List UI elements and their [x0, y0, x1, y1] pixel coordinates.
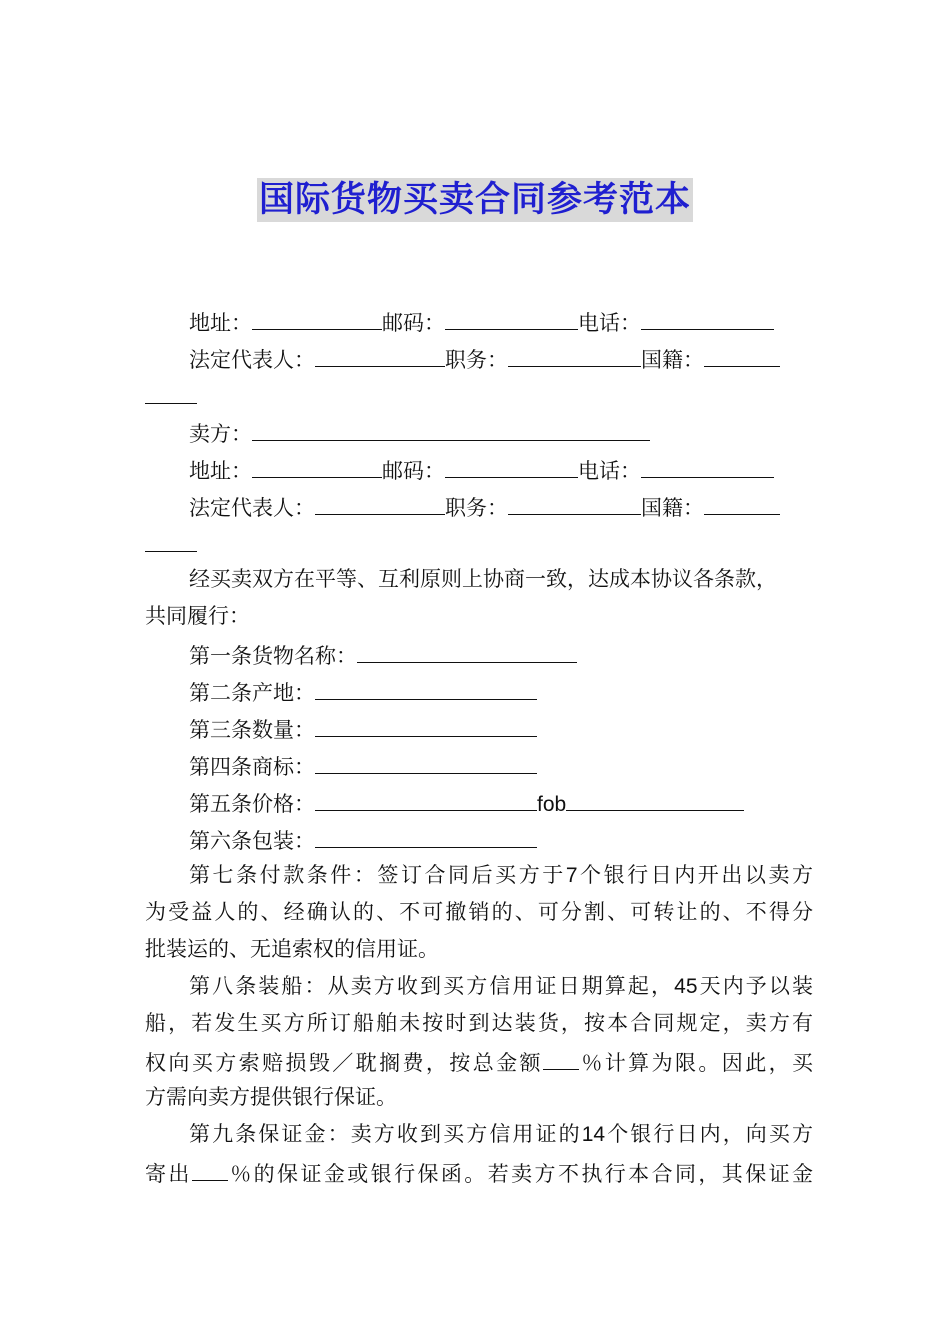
intro-line-2: 共同履行： [145, 604, 250, 628]
position-blank [508, 487, 641, 515]
text: ％计算为限。因此，买 [578, 1051, 814, 1075]
article-5-label: 第五条价格： [189, 792, 315, 816]
title-wrap [0, 178, 950, 222]
nationality-blank-cont [145, 376, 197, 404]
article-1-blank [357, 635, 577, 663]
address-label: 地址： [189, 459, 252, 483]
percent-blank [543, 1042, 579, 1070]
article-8-line-2: 船，若发生买方所订船舶未按时到达装货，按本合同规定，卖方有 [145, 1011, 813, 1035]
article-9-line-1 [145, 1116, 813, 1153]
address-blank [252, 450, 382, 478]
position-label: 职务： [445, 496, 508, 520]
seller-rep-line-cont [145, 524, 813, 561]
legal-rep-label: 法定代表人： [189, 348, 315, 372]
document-body [145, 302, 813, 1190]
nationality-label: 国籍： [641, 496, 704, 520]
text: ％的保证金或银行保函。若卖方不执行本合同，其保证金 [227, 1162, 814, 1186]
article-6-blank [315, 820, 537, 848]
article-4-label: 第四条商标： [189, 755, 315, 779]
buyer-address-line [145, 302, 813, 339]
postcode-label: 邮码： [382, 311, 445, 335]
article-3-label: 第三条数量： [189, 718, 315, 742]
article-3 [145, 709, 813, 746]
text: 第七条付款条件：签订合同后买方于 [189, 863, 566, 887]
postcode-blank [445, 302, 578, 330]
number: 14 [581, 1123, 606, 1146]
address-blank [252, 302, 382, 330]
phone-blank [641, 450, 774, 478]
article-5-blank-2 [566, 783, 744, 811]
seller-blank [252, 413, 650, 441]
buyer-rep-line [145, 339, 813, 376]
article-6 [145, 820, 813, 857]
text: 天内予以装 [697, 974, 814, 998]
address-label: 地址： [189, 311, 252, 335]
seller-address-line [145, 450, 813, 487]
nationality-blank [704, 487, 780, 515]
phone-blank [641, 302, 774, 330]
article-4-blank [315, 746, 537, 774]
article-4 [145, 746, 813, 783]
article-1 [145, 635, 813, 672]
article-9-line-2 [145, 1153, 813, 1190]
legal-rep-label: 法定代表人： [189, 496, 315, 520]
article-8-line-4: 方需向卖方提供银行保证。 [145, 1085, 397, 1109]
fob-term: fob [537, 793, 567, 816]
intro-line-1: 经买卖双方在平等、互利原则上协商一致，达成本协议各条款， [189, 567, 777, 591]
text: 个银行日内，向买方 [605, 1122, 814, 1146]
nationality-label: 国籍： [641, 348, 704, 372]
number: 45 [674, 975, 698, 998]
buyer-rep-line-cont [145, 376, 813, 413]
legal-rep-blank [315, 487, 445, 515]
phone-label: 电话： [578, 311, 641, 335]
article-1-label: 第一条货物名称： [189, 644, 357, 668]
postcode-label: 邮码： [382, 459, 445, 483]
nationality-blank [704, 339, 780, 367]
percent-blank [192, 1153, 228, 1181]
legal-rep-blank [315, 339, 445, 367]
article-6-label: 第六条包装： [189, 829, 315, 853]
text: 权向买方索赔损毁／耽搁费，按总金额 [145, 1051, 543, 1075]
text: 个银行日内开出以卖方 [577, 863, 814, 887]
article-2-blank [315, 672, 537, 700]
seller-line [145, 413, 813, 450]
seller-rep-line [145, 487, 813, 524]
article-3-blank [315, 709, 537, 737]
article-7-line-2: 为受益人的、经确认的、不可撤销的、可分割、可转让的、不得分 [145, 900, 813, 924]
text: 第九条保证金：卖方收到买方信用证的 [189, 1122, 582, 1146]
text: 第八条装船：从卖方收到买方信用证日期算起， [189, 974, 675, 998]
text: 寄出 [145, 1162, 192, 1186]
article-2-label: 第二条产地： [189, 681, 315, 705]
article-7-line-1 [145, 857, 813, 894]
article-7-line-3: 批装运的、无追索权的信用证。 [145, 937, 439, 961]
article-8-line-1 [145, 968, 813, 1005]
phone-label: 电话： [578, 459, 641, 483]
article-5 [145, 783, 813, 820]
nationality-blank-cont [145, 524, 197, 552]
article-5-blank [315, 783, 537, 811]
number: 7 [565, 864, 578, 887]
document-title: 国际货物买卖合同参考范本 [258, 180, 691, 220]
seller-label: 卖方： [189, 422, 252, 446]
postcode-blank [445, 450, 578, 478]
article-8-line-3 [145, 1042, 813, 1079]
position-label: 职务： [445, 348, 508, 372]
position-blank [508, 339, 641, 367]
article-2 [145, 672, 813, 709]
